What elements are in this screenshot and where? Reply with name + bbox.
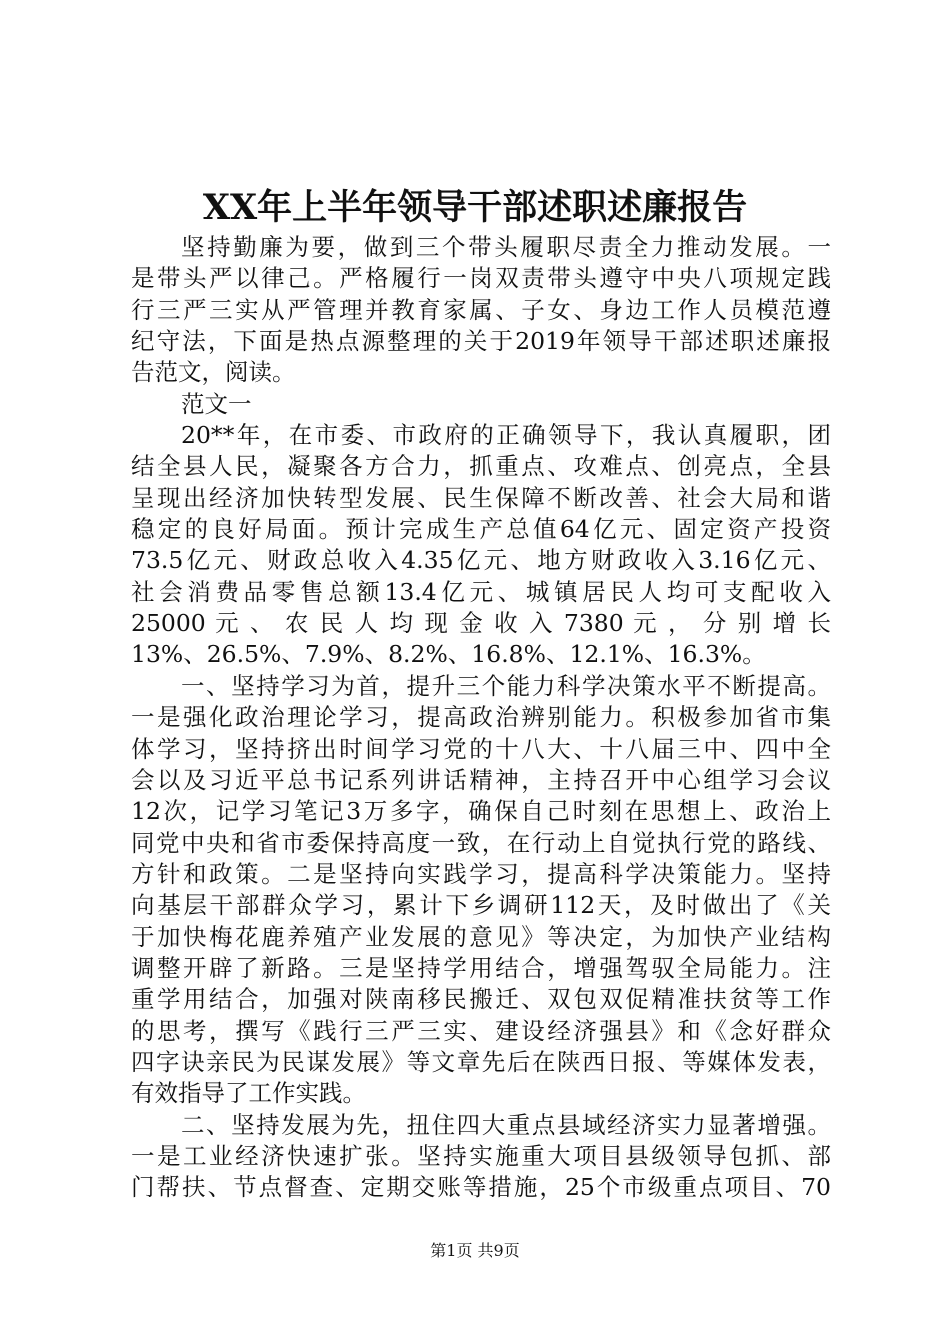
text-line: 重学用结合，加强对陕南移民搬迁、双包双促精准扶贫等工作 — [131, 985, 831, 1014]
text-line: 是带头严以律己。严格履行一岗双责带头遵守中央八项规定践 — [131, 264, 831, 293]
text-line: 的思考，撰写《践行三严三实、建设经济强县》和《念好群众 — [131, 1016, 831, 1045]
document-title: XX年上半年领导干部述职述廉报告 — [202, 187, 748, 228]
text-line: 一是强化政治理论学习，提高政治辨别能力。积极参加省市集 — [131, 703, 831, 732]
text-line: 体学习，坚持挤出时间学习党的十八大、十八届三中、四中全 — [131, 734, 831, 763]
text-line: 有效指导了工作实践。 — [131, 1079, 366, 1108]
text-line: 一、坚持学习为首，提升三个能力科学决策水平不断提高。 — [181, 671, 831, 700]
text-line: 13%、26.5%、7.9%、8.2%、16.8%、12.1%、16.3%。 — [131, 640, 766, 669]
text-line: 稳定的良好局面。预计完成生产总值64亿元、固定资产投资 — [131, 515, 831, 544]
text-line: 社会消费品零售总额13.4亿元、城镇居民人均可支配收入 — [131, 577, 831, 606]
text-line: 20**年，在市委、市政府的正确领导下，我认真履职，团 — [181, 421, 831, 450]
text-line: 四字诀亲民为民谋发展》等文章先后在陕西日报、等媒体发表， — [131, 1047, 831, 1076]
text-line: 门帮扶、节点督查、定期交账等措施，25个市级重点项目、70 — [131, 1173, 831, 1202]
text-line: 纪守法，下面是热点源整理的关于2019年领导干部述职述廉报 — [131, 327, 831, 356]
text-line: 二、坚持发展为先，扭住四大重点县域经济实力显著增强。 — [181, 1110, 831, 1139]
text-line: 结全县人民，凝聚各方合力，抓重点、攻难点、创亮点，全县 — [131, 452, 831, 481]
text-line: 坚持勤廉为要，做到三个带头履职尽责全力推动发展。一 — [181, 233, 831, 261]
section-label: 范文一 — [181, 389, 252, 418]
text-line: 12次，记学习笔记3万多字，确保自己时刻在思想上、政治上 — [131, 797, 831, 826]
text-line: 25000 元 、 农 民 人 均 现 金 收 入 7380 元 ， 分 别 增 长 — [131, 609, 831, 638]
text-line: 于加快梅花鹿养殖产业发展的意见》等决定，为加快产业结构 — [131, 922, 831, 951]
text-line: 方针和政策。二是坚持向实践学习，提高科学决策能力。坚持 — [131, 859, 831, 888]
page-footer: 第1页 共9页 — [430, 1241, 520, 1260]
text-line: 告范文，阅读。 — [131, 358, 296, 387]
text-line: 一是工业经济快速扩张。坚持实施重大项目县级领导包抓、部 — [131, 1141, 831, 1170]
text-line: 呈现出经济加快转型发展、民生保障不断改善、社会大局和谐 — [131, 483, 831, 512]
text-line: 向基层干部群众学习，累计下乡调研112天，及时做出了《关 — [131, 891, 831, 920]
text-line: 调整开辟了新路。三是坚持学用结合，增强驾驭全局能力。注 — [131, 953, 831, 982]
text-line: 同党中央和省市委保持高度一致，在行动上自觉执行党的路线、 — [131, 828, 831, 857]
text-line: 会以及习近平总书记系列讲话精神，主持召开中心组学习会议 — [131, 765, 831, 794]
document-body — [131, 232, 831, 1204]
text-line: 73.5亿元、财政总收入4.35亿元、地方财政收入3.16亿元、 — [131, 546, 831, 575]
text-line: 行三严三实从严管理并教育家属、子女、身边工作人员模范遵 — [131, 295, 831, 324]
